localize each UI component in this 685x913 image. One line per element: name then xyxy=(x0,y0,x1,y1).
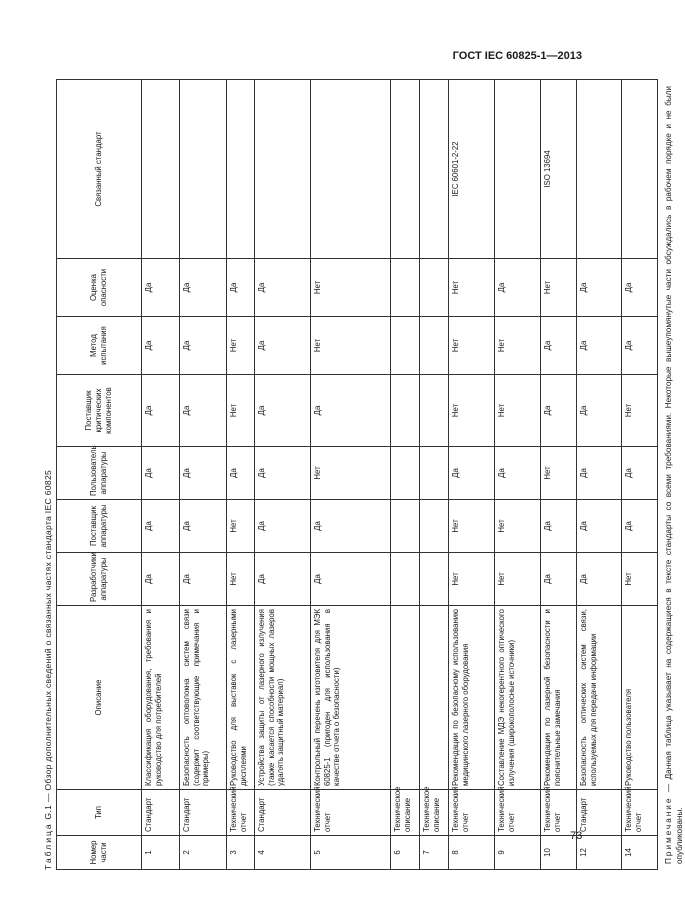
cell-description: Руководство для выставок с лазерными дисплеями xyxy=(227,606,255,790)
cell-value xyxy=(391,375,420,447)
cell-part-number: 12 xyxy=(577,836,622,870)
cell-related-standard xyxy=(180,80,227,259)
cell-value: Нет xyxy=(495,375,541,447)
cell-value: Да xyxy=(227,447,255,500)
cell-value: Нет xyxy=(541,259,577,317)
cell-value: Нет xyxy=(622,375,658,447)
cell-description: Руководство пользователя xyxy=(622,606,658,790)
cell-value: Да xyxy=(449,447,495,500)
table-note-label: Примечание xyxy=(664,796,673,864)
cell-value: Да xyxy=(142,259,180,317)
cell-value: Нет xyxy=(227,500,255,553)
cell-related-standard xyxy=(622,80,658,259)
table-row xyxy=(622,80,658,870)
cell-value: Да xyxy=(541,553,577,606)
cell-description: Безопасность оптоволокна систем связи (содержит соответствующие примечания и примеры) xyxy=(180,606,227,790)
cell-type: Стандарт xyxy=(255,790,311,836)
cell-value: Да xyxy=(577,500,622,553)
cell-related-standard xyxy=(227,80,255,259)
col-header-component-supplier: Поставщик критических компонентов xyxy=(57,375,142,447)
table-row xyxy=(495,80,541,870)
table-row xyxy=(420,80,449,870)
cell-related-standard: IEC 60601-2-22 xyxy=(449,80,495,259)
cell-value xyxy=(391,500,420,553)
col-header-description: Описание xyxy=(57,606,142,790)
cell-part-number: 1 xyxy=(142,836,180,870)
cell-description: Безопасность оптических систем связи, используемых для передачи информации xyxy=(577,606,622,790)
cell-value: Да xyxy=(311,375,391,447)
cell-description: Рекомендации по лазерной безопасности и пояснительные замечания xyxy=(541,606,577,790)
cell-value: Нет xyxy=(311,259,391,317)
cell-value xyxy=(420,375,449,447)
table-row xyxy=(227,80,255,870)
cell-value: Нет xyxy=(311,317,391,375)
table-header-row xyxy=(57,80,142,870)
cell-type: Технический отчет xyxy=(541,790,577,836)
cell-type: Технический отчет xyxy=(449,790,495,836)
col-header-related-standard: Связанный стандарт xyxy=(57,80,142,259)
cell-value: Да xyxy=(311,553,391,606)
cell-value: Да xyxy=(142,500,180,553)
cell-value: Да xyxy=(255,500,311,553)
cell-value: Да xyxy=(142,553,180,606)
cell-value: Да xyxy=(311,500,391,553)
table-row xyxy=(449,80,495,870)
table-row xyxy=(311,80,391,870)
cell-value: Да xyxy=(255,375,311,447)
cell-description: Контрольный перечень изготовителя для МЭК 60825-1 (пригоден для использования в качестве отчета о безопасности) xyxy=(311,606,391,790)
col-header-equipment-developers: Разработчики аппаратуры xyxy=(57,553,142,606)
table-row xyxy=(541,80,577,870)
cell-value: Нет xyxy=(449,259,495,317)
cell-description xyxy=(391,606,420,790)
col-header-equipment-supplier: Поставщик аппаратуры xyxy=(57,500,142,553)
cell-value: Да xyxy=(495,259,541,317)
table-caption xyxy=(40,80,56,870)
cell-description: Рекомендации по безопасному использованию медицинского лазерного оборудования xyxy=(449,606,495,790)
cell-value: Нет xyxy=(449,375,495,447)
cell-type: Техническое описание xyxy=(420,790,449,836)
cell-value: Нет xyxy=(541,447,577,500)
cell-related-standard xyxy=(391,80,420,259)
cell-value: Да xyxy=(577,447,622,500)
cell-value: Нет xyxy=(227,553,255,606)
cell-value xyxy=(420,500,449,553)
table-row xyxy=(255,80,311,870)
cell-description: Классификация оборудования, требования и руководство для потребителей xyxy=(142,606,180,790)
col-header-hazard-assessment: Оценка опасности xyxy=(57,259,142,317)
cell-related-standard xyxy=(495,80,541,259)
cell-value: Да xyxy=(142,447,180,500)
table-row xyxy=(142,80,180,870)
cell-value: Да xyxy=(255,447,311,500)
cell-value: Да xyxy=(180,553,227,606)
cell-type: Технический отчет xyxy=(227,790,255,836)
cell-value: Да xyxy=(227,259,255,317)
table-caption-label: Таблица xyxy=(43,822,53,870)
cell-value: Да xyxy=(180,375,227,447)
cell-related-standard xyxy=(577,80,622,259)
cell-description: Составление МДЭ некогерентного оптического излучения (широкополосные источники) xyxy=(495,606,541,790)
cell-part-number: 7 xyxy=(420,836,449,870)
cell-value: Да xyxy=(495,447,541,500)
col-header-test-method: Метод испытания xyxy=(57,317,142,375)
table-note-text: — Данная таблица указывает на содержащиеся в тексте стандарты со всеми требованиями. Некоторые вышеупомянутые части обсуждались в рабочем порядке и не были опубликованы. xyxy=(664,86,684,864)
cell-value: Нет xyxy=(449,317,495,375)
cell-value: Нет xyxy=(227,317,255,375)
cell-part-number: 10 xyxy=(541,836,577,870)
table-caption-text: G.1 — Обзор дополнительных сведений о связанных частях стандарта IEC 60825 xyxy=(43,469,53,820)
cell-value: Да xyxy=(255,259,311,317)
cell-part-number: 6 xyxy=(391,836,420,870)
cell-part-number: 4 xyxy=(255,836,311,870)
cell-value xyxy=(391,259,420,317)
cell-value: Да xyxy=(541,317,577,375)
page-number: 73 xyxy=(570,830,583,842)
cell-part-number: 2 xyxy=(180,836,227,870)
cell-value xyxy=(420,317,449,375)
cell-value xyxy=(420,259,449,317)
cell-value: Да xyxy=(142,375,180,447)
cell-part-number: 8 xyxy=(449,836,495,870)
cell-value: Нет xyxy=(227,375,255,447)
cell-part-number: 5 xyxy=(311,836,391,870)
cell-type: Техническое описание xyxy=(391,790,420,836)
cell-value: Да xyxy=(577,553,622,606)
cell-value: Да xyxy=(180,259,227,317)
cell-value: Да xyxy=(541,375,577,447)
cell-part-number: 9 xyxy=(495,836,541,870)
cell-value: Да xyxy=(541,500,577,553)
cell-value: Да xyxy=(180,317,227,375)
cell-related-standard xyxy=(255,80,311,259)
cell-value: Да xyxy=(255,317,311,375)
cell-value: Да xyxy=(180,447,227,500)
cell-type: Стандарт xyxy=(577,790,622,836)
cell-value: Да xyxy=(577,259,622,317)
cell-type: Стандарт xyxy=(142,790,180,836)
cell-description: Устройства защиты от лазерного излучения (также касается способности мощных лазеров удалять защитный материал) xyxy=(255,606,311,790)
cell-value: Нет xyxy=(495,500,541,553)
cell-description xyxy=(420,606,449,790)
cell-value: Да xyxy=(255,553,311,606)
cell-related-standard: ISO 13694 xyxy=(541,80,577,259)
cell-value: Нет xyxy=(311,447,391,500)
col-header-part-number: Номер части xyxy=(57,836,142,870)
cell-value: Нет xyxy=(622,553,658,606)
related-parts-table xyxy=(56,79,658,870)
cell-value: Нет xyxy=(449,553,495,606)
cell-value: Да xyxy=(577,375,622,447)
cell-part-number: 3 xyxy=(227,836,255,870)
cell-part-number: 14 xyxy=(622,836,658,870)
cell-value: Да xyxy=(622,500,658,553)
cell-value: Нет xyxy=(495,553,541,606)
cell-value: Да xyxy=(622,447,658,500)
table-row xyxy=(391,80,420,870)
cell-value: Нет xyxy=(449,500,495,553)
document-code: ГОСТ IEC 60825-1—2013 xyxy=(452,50,582,62)
cell-related-standard xyxy=(311,80,391,259)
cell-value: Да xyxy=(180,500,227,553)
cell-type: Технический отчет xyxy=(622,790,658,836)
cell-value xyxy=(391,553,420,606)
table-row xyxy=(577,80,622,870)
cell-type: Технический отчет xyxy=(311,790,391,836)
table-note xyxy=(658,80,685,870)
cell-type: Технический отчет xyxy=(495,790,541,836)
cell-value xyxy=(391,317,420,375)
col-header-type: Тип xyxy=(57,790,142,836)
table-row xyxy=(180,80,227,870)
cell-value: Да xyxy=(577,317,622,375)
cell-value: Да xyxy=(142,317,180,375)
cell-value xyxy=(420,447,449,500)
cell-value: Да xyxy=(622,317,658,375)
cell-related-standard xyxy=(420,80,449,259)
cell-related-standard xyxy=(142,80,180,259)
cell-value xyxy=(420,553,449,606)
cell-value: Да xyxy=(622,259,658,317)
cell-value: Нет xyxy=(495,317,541,375)
col-header-equipment-user: Пользователь аппаратуры xyxy=(57,447,142,500)
cell-type: Стандарт xyxy=(180,790,227,836)
cell-value xyxy=(391,447,420,500)
